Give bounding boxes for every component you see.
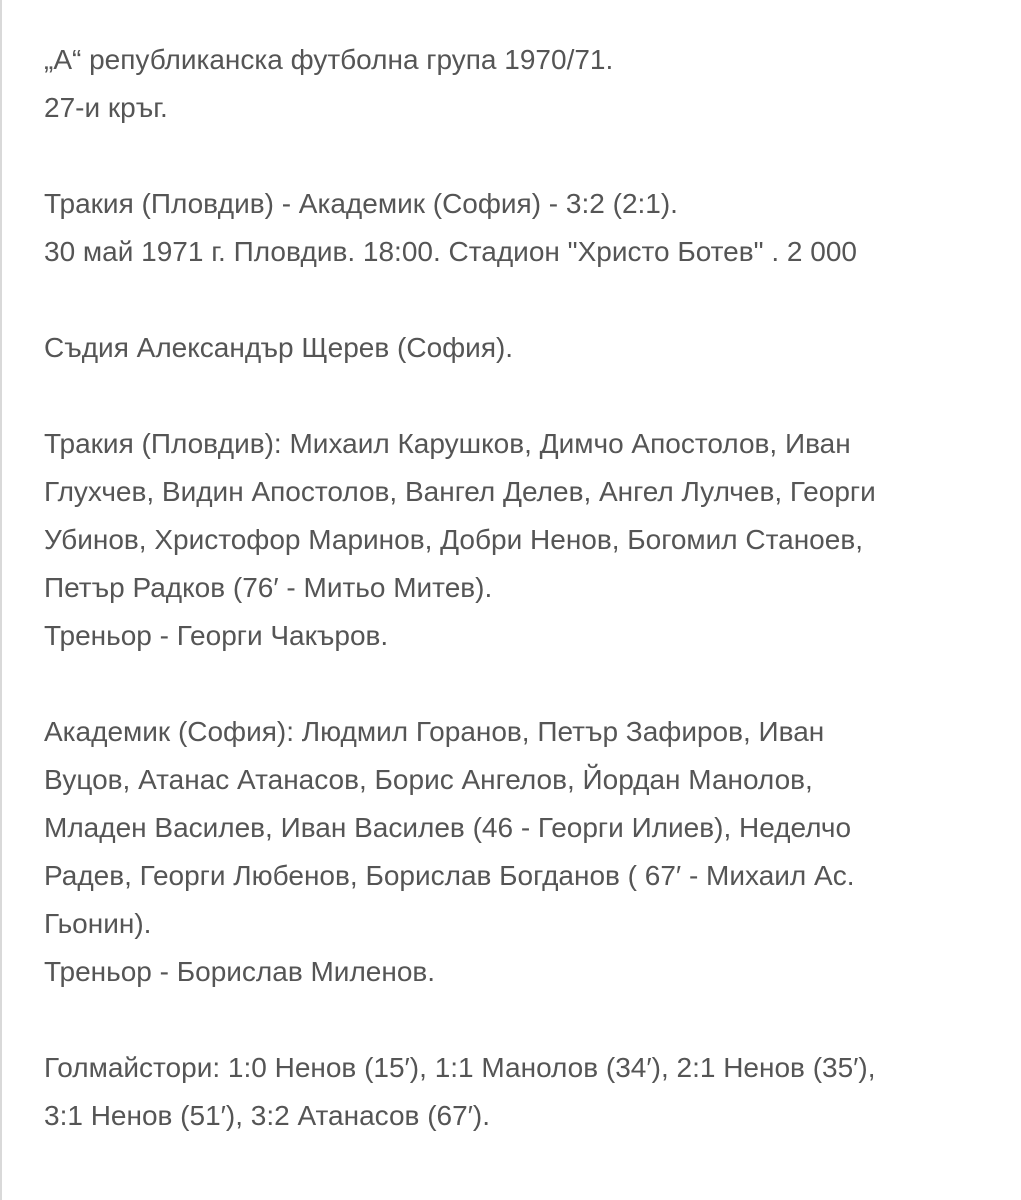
round-number: 27-и кръг.: [44, 92, 168, 123]
paragraph-match-info: [44, 180, 1004, 276]
away-lineup-line: Младен Василев, Иван Василев (46 - Георги Илиев), Неделчо: [44, 812, 852, 843]
goalscorers-line: 3:1 Ненов (51′), 3:2 Атанасов (67′).: [44, 1100, 491, 1131]
match-date-venue: 30 май 1971 г. Пловдив. 18:00. Стадион "Христо Ботев" . 2 000: [44, 236, 857, 267]
league-title: „А“ републиканска футболна група 1970/71.: [44, 44, 614, 75]
away-lineup-line: Гьонин).: [44, 908, 152, 939]
away-lineup-line: Вуцов, Атанас Атанасов, Борис Ангелов, Йордан Манолов,: [44, 764, 813, 795]
away-lineup-line: Радев, Георги Любенов, Борислав Богданов ( 67′ - Михаил Ас.: [44, 860, 855, 891]
home-lineup-line: Петър Радков (76′ - Митьо Митев).: [44, 572, 493, 603]
home-coach: Треньор - Георги Чакъров.: [44, 620, 389, 651]
match-report: [44, 36, 1004, 1140]
paragraph-away-lineup: [44, 708, 1004, 996]
match-score: Тракия (Пловдив) - Академик (София) - 3:2 (2:1).: [44, 188, 678, 219]
home-lineup-line: Тракия (Пловдив): Михаил Карушков, Димчо Апостолов, Иван: [44, 428, 851, 459]
paragraph-home-lineup: [44, 420, 1004, 660]
home-lineup-line: Убинов, Христофор Маринов, Добри Ненов, Богомил Станоев,: [44, 524, 863, 555]
paragraph-referee: [44, 324, 1004, 372]
referee: Съдия Александър Щерев (София).: [44, 332, 514, 363]
paragraph-goalscorers: [44, 1044, 1004, 1140]
away-coach: Треньор - Борислав Миленов.: [44, 956, 436, 987]
paragraph-league-round: [44, 36, 1004, 132]
away-lineup-line: Академик (София): Людмил Горанов, Петър Зафиров, Иван: [44, 716, 825, 747]
goalscorers-line: Голмайстори: 1:0 Ненов (15′), 1:1 Манолов (34′), 2:1 Ненов (35′),: [44, 1052, 876, 1083]
home-lineup-line: Глухчев, Видин Апостолов, Вангел Делев, Ангел Лулчев, Георги: [44, 476, 876, 507]
